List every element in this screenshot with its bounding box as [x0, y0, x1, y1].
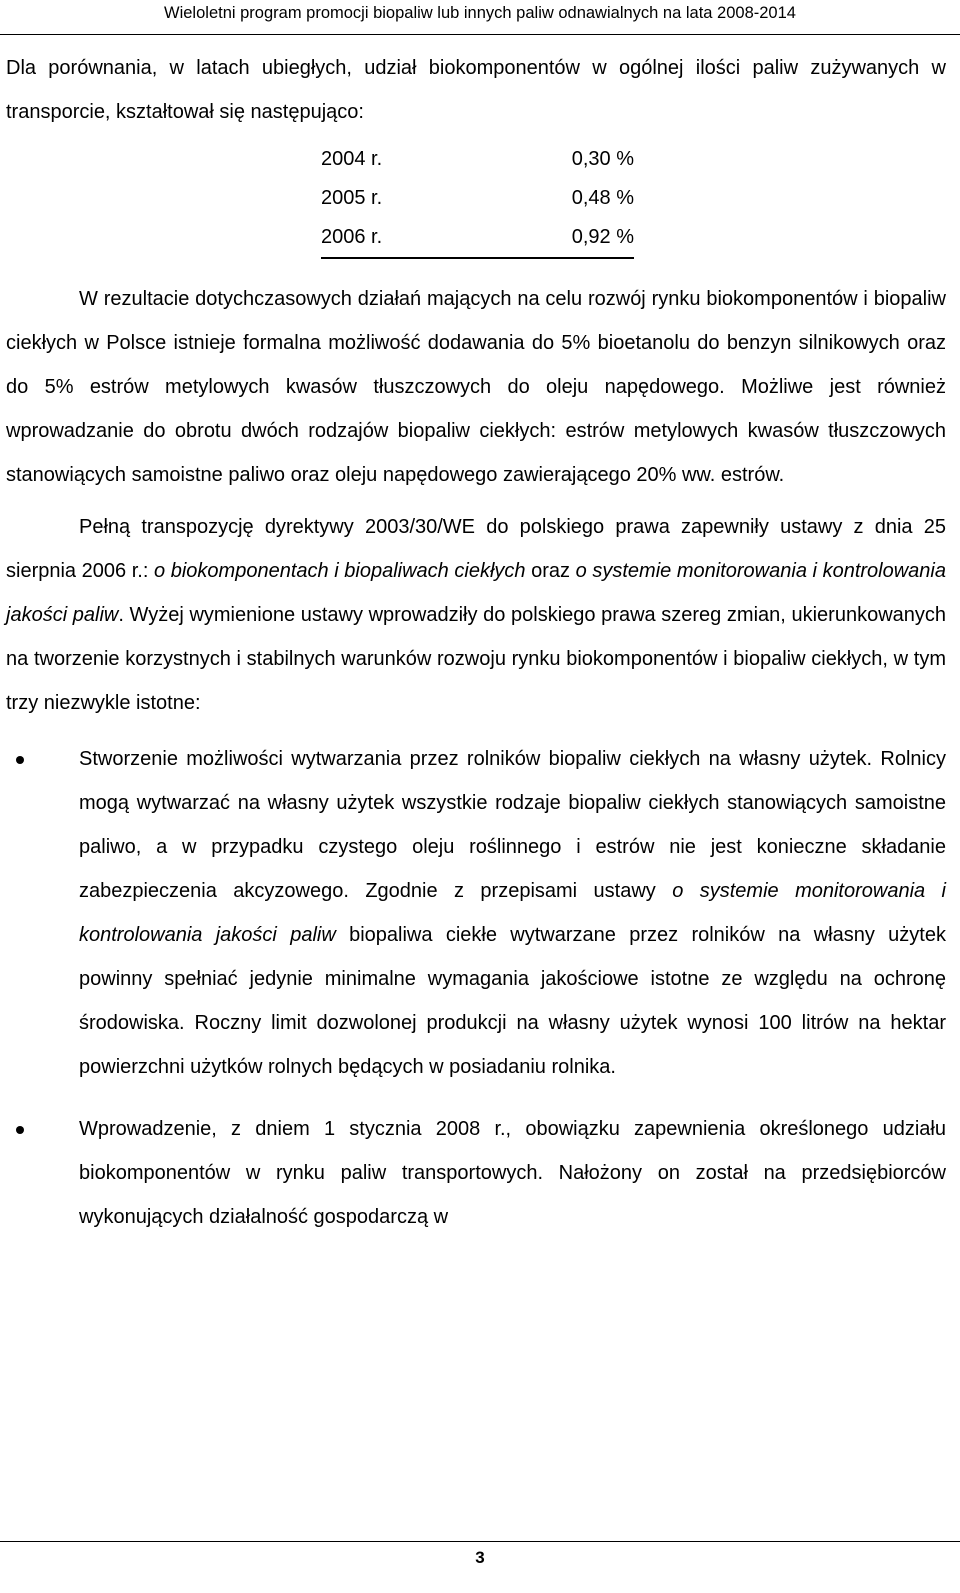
year-label: 2005 r. — [321, 187, 383, 209]
running-header — [0, 0, 960, 35]
page-number: 3 — [475, 1548, 485, 1567]
paragraph-results: W rezultacie dotychczasowych działań mających na celu rozwój rynku biokomponentów i biopaliw ciekłych w Polsce istnieje formalna możliwość dodawania do 5% bioetanolu do benzyn silnikowych oraz do 5% estrów metylowych kwasów tłuszczowych do oleju napędowego. Możliwe jest również wprowadzanie do obrotu dwóch rodzajów biopaliw ciekłych: estrów metylowych kwasów tłuszczowych stanowiących samoistne paliwo oraz oleju napędowego zawierającego 20% ww. estrów. — [6, 288, 946, 486]
year-row — [321, 140, 634, 179]
year-label: 2006 r. — [321, 226, 383, 248]
share-value: 0,92 % — [571, 226, 634, 248]
year-label: 2004 r. — [321, 148, 383, 170]
list-item — [6, 737, 946, 1089]
act-title-fuel-quality: o systemie monitorowania i kontrolowania jakości paliw — [6, 560, 946, 626]
biocomponent-share-list — [321, 140, 634, 259]
document-body — [6, 46, 946, 1257]
footer-divider — [0, 1541, 960, 1542]
key-changes-list — [6, 737, 946, 1239]
paragraph-comparison: Dla porównania, w latach ubiegłych, udział biokomponentów w ogólnej ilości paliw zużywanych w transporcie, kształtował się następująco: — [6, 57, 946, 123]
act-title-fuel-quality: o systemie monitorowania i kontrolowania jakości paliw — [79, 880, 946, 946]
paragraph-transposition — [6, 505, 946, 725]
bullet-text — [79, 737, 946, 1089]
bullet-text: Wprowadzenie, z dniem 1 stycznia 2008 r., obowiązku zapewnienia określonego udziału biokomponentów w rynku paliw transportowych. Nałożony on został na przedsiębiorców wykonujących działalność gospodarczą w — [79, 1118, 946, 1228]
share-value: 0,48 % — [571, 187, 634, 209]
year-row — [321, 179, 634, 218]
bullet-text-part: biopaliwa ciekłe wytwarzane przez rolników na własny użytek powinny spełniać jedynie minimalne wymagania jakościowe istotne ze względu na ochronę środowiska. Roczny limit dozwolonej produkcji na własny użytek wynosi 100 litrów na hektar powierzchni użytków rolnych będących w posiadaniu rolnika. — [79, 924, 946, 1078]
bullet-text-part: Stworzenie możliwości wytwarzania przez rolników biopaliw ciekłych na własny użytek. Rolnicy mogą wytwarzać na własny użytek wszystkie rodzaje biopaliw ciekłych stanowiących samoistne paliwo, a w przypadku czystego oleju roślinnego i estrów nie jest konieczne składanie zabezpieczenia akcyzowego. Zgodnie z przepisami ustawy — [79, 748, 946, 902]
header-title: Wieloletni program promocji biopaliw lub innych paliw odnawialnych na lata 2008-2014 — [164, 4, 796, 22]
transposition-text-cont: . Wyżej wymienione ustawy wprowadziły do polskiego prawa szereg zmian, ukierunkowanych na tworzenie korzystnych i stabilnych warunków rozwoju rynku biokomponentów i biopaliw ciekłych, w tym trzy niezwykle istotne: — [6, 604, 947, 714]
bullet-icon — [16, 1126, 24, 1134]
connector-text: oraz — [525, 560, 576, 582]
bullet-icon — [16, 756, 24, 764]
transposition-text: Pełną transpozycję dyrektywy 2003/30/WE do polskiego prawa zapewniły ustawy z dnia 25 sierpnia 2006 r.: — [6, 516, 946, 582]
list-item — [6, 1107, 946, 1239]
share-value: 0,30 % — [571, 148, 634, 170]
act-title-biocomponents: o biokomponentach i biopaliwach ciekłych — [154, 560, 526, 582]
year-row — [321, 218, 634, 257]
